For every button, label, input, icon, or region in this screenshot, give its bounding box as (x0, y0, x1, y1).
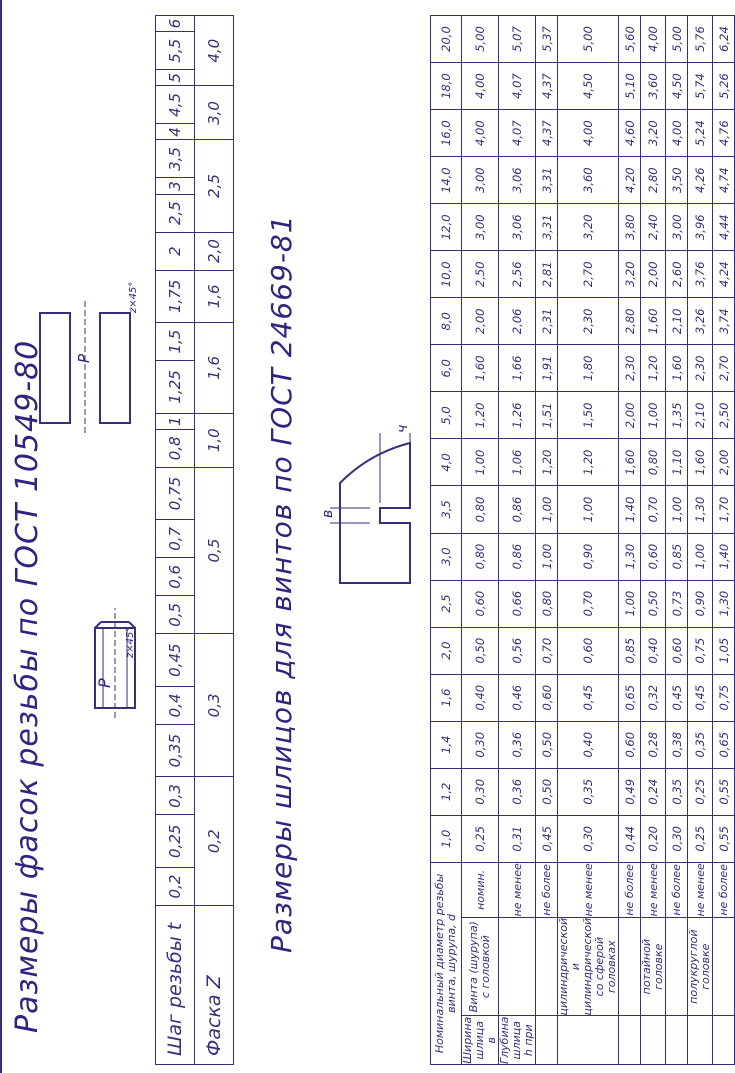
diameter-header: Номинальный диаметр резьбы винта, шурупа, d (431, 862, 462, 1064)
diameter-cell: 20,0 (431, 16, 462, 63)
value-cell: 0,60 (641, 533, 666, 580)
value-cell: 0,80 (641, 439, 666, 486)
value-cell: 0,75 (713, 674, 735, 721)
limit-label: не менее (558, 862, 619, 917)
value-cell: 1,10 (666, 439, 688, 486)
value-cell: 2,30 (619, 345, 641, 392)
value-cell: 0,65 (619, 674, 641, 721)
group-label (499, 917, 536, 1016)
value-cell: 0,75 (688, 627, 713, 674)
value-cell: 4,00 (462, 110, 499, 157)
group-label (536, 917, 558, 1016)
pitch-cell: 0,7 (156, 520, 195, 558)
value-cell: 3,20 (641, 110, 666, 157)
value-cell: 0,45 (536, 815, 558, 862)
value-cell: 0,90 (558, 533, 619, 580)
chamfer-cell: 2,5 (195, 140, 234, 232)
value-cell: 3,96 (688, 204, 713, 251)
chamfer-row (195, 16, 234, 1065)
value-cell: 4,76 (713, 110, 735, 157)
chamfer-cell: 1,6 (195, 323, 234, 414)
value-cell: 1,30 (688, 486, 713, 533)
pitch-cell: 0,3 (156, 777, 195, 815)
side-blank (536, 1016, 558, 1065)
value-cell: 0,38 (666, 721, 688, 768)
value-cell: 1,51 (536, 392, 558, 439)
value-cell: 4,50 (558, 63, 619, 110)
value-cell: 2,00 (462, 298, 499, 345)
value-cell: 0,40 (641, 627, 666, 674)
value-cell: 1,00 (462, 439, 499, 486)
value-cell: 2,60 (666, 251, 688, 298)
value-cell: 5,10 (619, 63, 641, 110)
value-cell: 1,05 (713, 627, 735, 674)
slot-title: Размеры шлицов для винтов по ГОСТ 24669-81 (265, 214, 298, 953)
value-cell: 4,74 (713, 157, 735, 204)
slot-row (619, 16, 641, 1065)
pitch-cell: 0,45 (156, 634, 195, 687)
value-cell: 0,66 (499, 580, 536, 627)
value-cell: 2,70 (713, 345, 735, 392)
value-cell: 3,50 (666, 157, 688, 204)
value-cell: 3,00 (462, 204, 499, 251)
value-cell: 1,40 (713, 533, 735, 580)
value-cell: 2,50 (462, 251, 499, 298)
value-cell: 0,56 (499, 627, 536, 674)
value-cell: 0,35 (688, 721, 713, 768)
pitch-cell: 2 (156, 232, 195, 270)
value-cell: 1,20 (462, 392, 499, 439)
slot-table (430, 15, 735, 1065)
diameter-cell: 12,0 (431, 204, 462, 251)
value-cell: 5,00 (462, 16, 499, 63)
value-cell: 0,36 (499, 721, 536, 768)
value-cell: 4,07 (499, 63, 536, 110)
value-cell: 0,25 (462, 815, 499, 862)
value-cell: 1,26 (499, 392, 536, 439)
value-cell: 5,07 (499, 16, 536, 63)
side-blank (666, 1016, 688, 1065)
value-cell: 4,37 (536, 63, 558, 110)
pitch-cell: 6 (156, 16, 195, 32)
value-cell: 0,55 (713, 815, 735, 862)
side-blank (713, 1016, 735, 1065)
limit-label: не более (619, 862, 641, 917)
pitch-cell: 0,6 (156, 558, 195, 596)
value-cell: 2,80 (641, 157, 666, 204)
value-cell: 0,30 (462, 721, 499, 768)
chamfer-label: Фаска Z (195, 906, 234, 1065)
value-cell: 2,00 (713, 439, 735, 486)
value-cell: 0,50 (462, 627, 499, 674)
value-cell: 2,30 (688, 345, 713, 392)
value-cell: 0,60 (462, 580, 499, 627)
diameter-cell: 3,5 (431, 486, 462, 533)
value-cell: 0,60 (666, 627, 688, 674)
value-cell: 0,70 (641, 486, 666, 533)
value-cell: 0,49 (619, 768, 641, 815)
pitch-cell: 2,5 (156, 194, 195, 232)
value-cell: 1,40 (619, 486, 641, 533)
value-cell: 2,81 (536, 251, 558, 298)
value-cell: 1,50 (558, 392, 619, 439)
value-cell: 4,24 (713, 251, 735, 298)
pitch-cell: 0,75 (156, 467, 195, 520)
value-cell: 0,80 (462, 533, 499, 580)
pitch-cell: 4 (156, 124, 195, 140)
value-cell: 0,70 (536, 627, 558, 674)
value-cell: 1,00 (641, 392, 666, 439)
value-cell: 1,66 (499, 345, 536, 392)
value-cell: 0,60 (536, 674, 558, 721)
value-cell: 3,20 (619, 251, 641, 298)
limit-label: не более (536, 862, 558, 917)
value-cell: 0,25 (688, 768, 713, 815)
diameter-cell: 4,0 (431, 439, 462, 486)
value-cell: 0,85 (666, 533, 688, 580)
pitch-cell: 0,5 (156, 596, 195, 634)
chamfer-cell: 1,0 (195, 413, 234, 467)
diameter-cell: 1,0 (431, 815, 462, 862)
pitch-cell: 0,35 (156, 724, 195, 777)
group-label: полукруглой головке (688, 917, 713, 1016)
limit-label: не менее (641, 862, 666, 917)
slot-row (713, 16, 735, 1065)
diameter-cell: 10,0 (431, 251, 462, 298)
chamfer-cell: 0,3 (195, 634, 234, 777)
diameter-cell: 2,5 (431, 580, 462, 627)
value-cell: 4,44 (713, 204, 735, 251)
chamfer-title: Размеры фасок резьбы по ГОСТ 10549-80 (10, 339, 45, 1033)
value-cell: 0,85 (619, 627, 641, 674)
value-cell: 0,30 (666, 815, 688, 862)
value-cell: 1,00 (536, 486, 558, 533)
value-cell: 4,26 (688, 157, 713, 204)
value-cell: 3,06 (499, 204, 536, 251)
limit-label: не менее (688, 862, 713, 917)
value-cell: 1,60 (462, 345, 499, 392)
value-cell: 0,46 (499, 674, 536, 721)
value-cell: 4,60 (619, 110, 641, 157)
value-cell: 3,80 (619, 204, 641, 251)
value-cell: 0,86 (499, 533, 536, 580)
value-cell: 0,50 (641, 580, 666, 627)
value-cell: 1,20 (536, 439, 558, 486)
slot-row (641, 16, 666, 1065)
slot-row (536, 16, 558, 1065)
value-cell: 2,80 (619, 298, 641, 345)
slot-row (462, 16, 499, 1065)
value-cell: 1,00 (536, 533, 558, 580)
side-blank (641, 1016, 666, 1065)
value-cell: 0,86 (499, 486, 536, 533)
value-cell: 0,32 (641, 674, 666, 721)
value-cell: 3,74 (713, 298, 735, 345)
value-cell: 4,37 (536, 110, 558, 157)
value-cell: 2,06 (499, 298, 536, 345)
value-cell: 5,76 (688, 16, 713, 63)
value-cell: 2,10 (688, 392, 713, 439)
value-cell: 1,06 (499, 439, 536, 486)
side-blank (619, 1016, 641, 1065)
value-cell: 2,00 (619, 392, 641, 439)
group-label: Винта (шурупа) с головкой (462, 917, 499, 1016)
label-b: в (320, 509, 336, 518)
value-cell: 4,20 (619, 157, 641, 204)
value-cell: 0,25 (688, 815, 713, 862)
value-cell: 3,00 (462, 157, 499, 204)
value-cell: 1,60 (688, 439, 713, 486)
value-cell: 4,00 (462, 63, 499, 110)
value-cell: 3,06 (499, 157, 536, 204)
value-cell: 3,76 (688, 251, 713, 298)
slot-row (666, 16, 688, 1065)
diameter-cell: 8,0 (431, 298, 462, 345)
value-cell: 0,31 (499, 815, 536, 862)
diameter-row (431, 16, 462, 1065)
value-cell: 0,80 (462, 486, 499, 533)
limit-label: не более (713, 862, 735, 917)
value-cell: 5,26 (713, 63, 735, 110)
value-cell: 1,91 (536, 345, 558, 392)
value-cell: 1,30 (713, 580, 735, 627)
value-cell: 6,24 (713, 16, 735, 63)
limit-label: номин. (462, 862, 499, 917)
value-cell: 5,24 (688, 110, 713, 157)
value-cell: 3,31 (536, 157, 558, 204)
value-cell: 0,28 (641, 721, 666, 768)
chamfer-cell: 1,6 (195, 270, 234, 323)
value-cell: 0,90 (688, 580, 713, 627)
value-cell: 2,70 (558, 251, 619, 298)
value-cell: 0,50 (536, 721, 558, 768)
chamfer-cell: 0,2 (195, 777, 234, 906)
pitch-cell: 0,2 (156, 868, 195, 906)
value-cell: 3,26 (688, 298, 713, 345)
side-header-depth: Глубина шлица h при (498, 1016, 535, 1064)
pitch-cell: 4,5 (156, 86, 195, 124)
value-cell: 1,60 (641, 298, 666, 345)
chamfer-cell: 4,0 (195, 16, 234, 86)
diameter-cell: 16,0 (431, 110, 462, 157)
value-cell: 1,00 (619, 580, 641, 627)
value-cell: 2,00 (641, 251, 666, 298)
diameter-cell: 18,0 (431, 63, 462, 110)
chamfer-cell: 2,0 (195, 232, 234, 270)
value-cell: 3,60 (641, 63, 666, 110)
value-cell: 0,60 (619, 721, 641, 768)
value-cell: 3,31 (536, 204, 558, 251)
label-h: ч (395, 424, 411, 433)
value-cell: 2,56 (499, 251, 536, 298)
diameter-cell: 6,0 (431, 345, 462, 392)
diameter-cell: 2,0 (431, 627, 462, 674)
slot-row (499, 16, 536, 1065)
value-cell: 1,60 (619, 439, 641, 486)
pitch-cell: 5 (156, 70, 195, 86)
side-header-width: Ширина шлица в (461, 1016, 498, 1064)
value-cell: 0,30 (558, 815, 619, 862)
diameter-cell: 1,4 (431, 721, 462, 768)
label-p-1: P (95, 678, 114, 688)
diameter-cell: 5,0 (431, 392, 462, 439)
value-cell: 1,35 (666, 392, 688, 439)
side-blank (688, 1016, 713, 1065)
chamfer-cell: 0,5 (195, 467, 234, 634)
pitch-cell: 1 (156, 413, 195, 429)
pitch-cell: 0,8 (156, 429, 195, 467)
value-cell: 0,44 (619, 815, 641, 862)
label-zx45-2: z×45° (128, 281, 139, 313)
label-zx45-1: z×45° (125, 626, 136, 658)
group-label (619, 917, 641, 1016)
value-cell: 0,80 (536, 580, 558, 627)
value-cell: 1,00 (666, 486, 688, 533)
group-label (666, 917, 688, 1016)
pitch-cell: 0,4 (156, 686, 195, 724)
value-cell: 1,70 (713, 486, 735, 533)
value-cell: 0,45 (558, 674, 619, 721)
value-cell: 0,55 (713, 768, 735, 815)
chamfer-cell: 3,0 (195, 86, 234, 140)
value-cell: 0,35 (558, 768, 619, 815)
pitch-cell: 5,5 (156, 32, 195, 70)
diameter-cell: 1,2 (431, 768, 462, 815)
value-cell: 2,30 (558, 298, 619, 345)
value-cell: 1,20 (641, 345, 666, 392)
value-cell: 1,80 (558, 345, 619, 392)
pitch-cell: 1,5 (156, 323, 195, 361)
nut-figure (20, 293, 150, 433)
value-cell: 4,00 (558, 110, 619, 157)
value-cell: 5,60 (619, 16, 641, 63)
value-cell: 0,73 (666, 580, 688, 627)
side-blank (558, 1016, 619, 1065)
value-cell: 5,37 (536, 16, 558, 63)
value-cell: 1,20 (558, 439, 619, 486)
value-cell: 4,00 (666, 110, 688, 157)
pitch-cell: 0,25 (156, 815, 195, 868)
label-p-2: P (75, 353, 93, 363)
value-cell: 3,20 (558, 204, 619, 251)
pitch-cell: 3,5 (156, 140, 195, 178)
value-cell: 0,60 (558, 627, 619, 674)
pitch-row (156, 16, 195, 1065)
value-cell: 3,00 (666, 204, 688, 251)
value-cell: 1,00 (558, 486, 619, 533)
value-cell: 0,65 (713, 721, 735, 768)
value-cell: 4,50 (666, 63, 688, 110)
pitch-cell: 3 (156, 178, 195, 194)
limit-label: не более (666, 862, 688, 917)
diameter-cell: 14,0 (431, 157, 462, 204)
pitch-cell: 1,25 (156, 361, 195, 414)
value-cell: 1,00 (688, 533, 713, 580)
slot-row (558, 16, 619, 1065)
value-cell: 4,00 (641, 16, 666, 63)
value-cell: 4,07 (499, 110, 536, 157)
value-cell: 5,74 (688, 63, 713, 110)
group-label: цилиндрической и цилиндрической со сферой головках (557, 917, 618, 1016)
group-label (713, 917, 735, 1016)
value-cell: 0,40 (558, 721, 619, 768)
pitch-label: Шаг резьбы t (156, 906, 195, 1065)
value-cell: 0,24 (641, 768, 666, 815)
value-cell: 0,45 (666, 674, 688, 721)
value-cell: 0,40 (462, 674, 499, 721)
diameter-cell: 3,0 (431, 533, 462, 580)
limit-label: не менее (499, 862, 536, 917)
value-cell: 1,30 (619, 533, 641, 580)
value-cell: 2,40 (641, 204, 666, 251)
value-cell: 1,60 (666, 345, 688, 392)
chamfer-table (155, 15, 234, 1065)
value-cell: 2,10 (666, 298, 688, 345)
value-cell: 0,45 (688, 674, 713, 721)
group-label: потайной головке (641, 917, 666, 1016)
value-cell: 0,20 (641, 815, 666, 862)
value-cell: 0,35 (666, 768, 688, 815)
value-cell: 0,50 (536, 768, 558, 815)
value-cell: 0,30 (462, 768, 499, 815)
value-cell: 0,70 (558, 580, 619, 627)
value-cell: 3,60 (558, 157, 619, 204)
value-cell: 0,36 (499, 768, 536, 815)
value-cell: 2,50 (713, 392, 735, 439)
slot-row (688, 16, 713, 1065)
value-cell: 2,31 (536, 298, 558, 345)
value-cell: 5,00 (558, 16, 619, 63)
diameter-cell: 1,6 (431, 674, 462, 721)
value-cell: 5,00 (666, 16, 688, 63)
pitch-cell: 1,75 (156, 270, 195, 323)
